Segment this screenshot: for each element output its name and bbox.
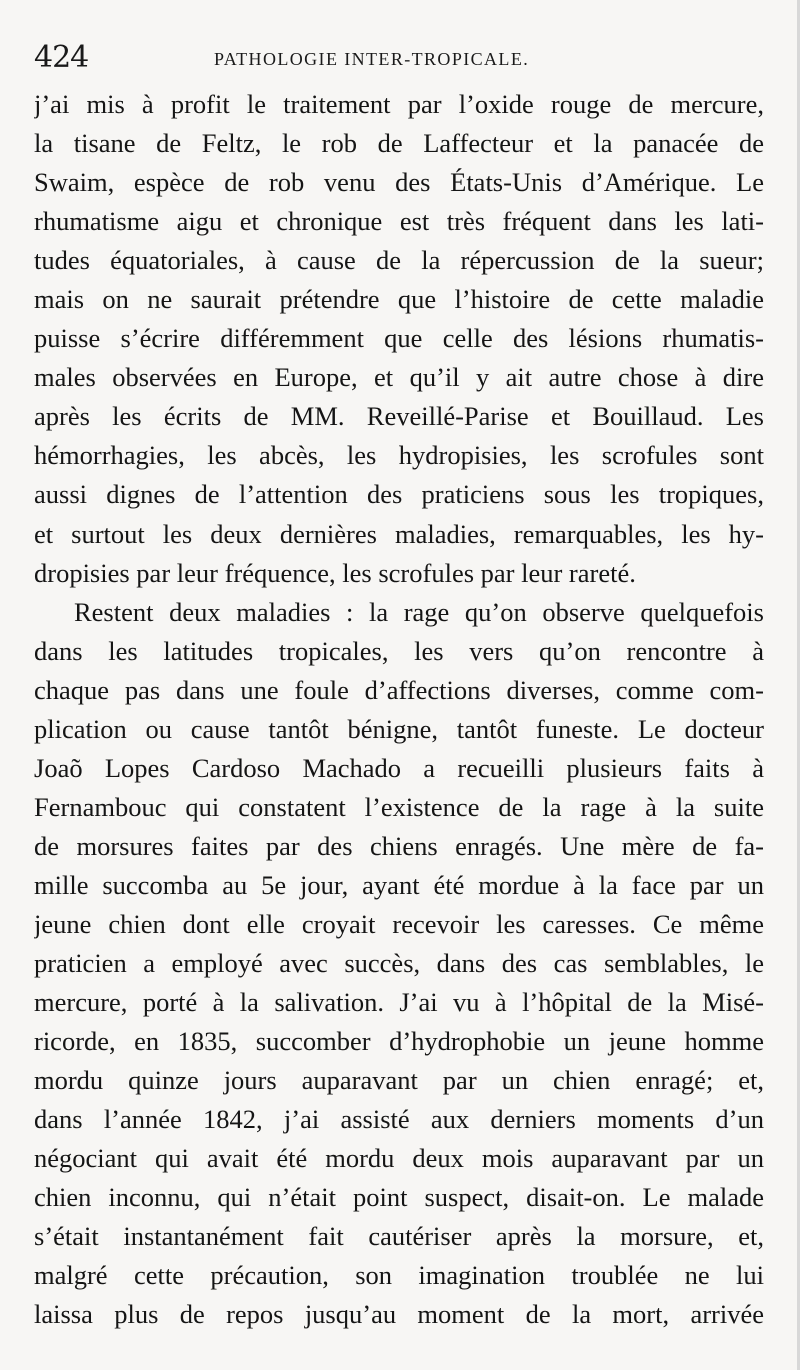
text-line: s’était instantanément fait cautériser après la morsure, et, [34, 1221, 764, 1252]
text-line: plication ou cause tantôt bénigne, tantôt funeste. Le docteur [34, 713, 764, 744]
text-line: mais on ne saurait prétendre que l’histoire de cette maladie [34, 284, 764, 315]
text-line: et surtout les deux dernières maladies, remarquables, les hy- [34, 518, 764, 549]
text-line: puisse s’écrire différemment que celle des lésions rhumatis- [34, 323, 764, 354]
text-line: ricorde, en 1835, succomber d’hydrophobie un jeune homme [34, 1026, 764, 1057]
paragraph [34, 85, 764, 593]
text-line: tudes équatoriales, à cause de la répercussion de la sueur; [34, 245, 764, 276]
text-line: de morsures faites par des chiens enragés. Une mère de fa- [34, 830, 764, 861]
text-line: mille succomba au 5e jour, ayant été mordue à la face par un [34, 869, 764, 900]
body-text [34, 85, 764, 1335]
text-line: jeune chien dont elle croyait recevoir les caresses. Ce même [34, 908, 764, 939]
text-line: aussi dignes de l’attention des praticiens sous les tropiques, [34, 479, 764, 510]
text-line: Fernambouc qui constatent l’existence de la rage à la suite [34, 791, 764, 822]
text-line: laissa plus de repos jusqu’au moment de la mort, arrivée [34, 1299, 764, 1330]
text-line: males observées en Europe, et qu’il y ait autre chose à dire [34, 362, 764, 393]
text-line: négociant qui avait été mordu deux mois auparavant par un [34, 1143, 764, 1174]
text-line: praticien a employé avec succès, dans des cas semblables, le [34, 948, 764, 979]
running-head [34, 40, 764, 80]
text-line: malgré cette précaution, son imagination troublée ne lui [34, 1260, 764, 1291]
text-line: dans les latitudes tropicales, les vers qu’on rencontre à [34, 635, 764, 666]
page-number: 424 [34, 40, 89, 75]
text-line: chaque pas dans une foule d’affections diverses, comme com- [34, 674, 764, 705]
text-line: Restent deux maladies : la rage qu’on observe quelquefois [74, 596, 764, 627]
text-line: hémorrhagies, les abcès, les hydropisies, les scrofules sont [34, 440, 764, 471]
running-title: PATHOLOGIE INTER-TROPICALE. [214, 49, 530, 69]
text-line: après les écrits de MM. Reveillé-Parise et Bouillaud. Les [34, 401, 764, 432]
paragraph [34, 593, 764, 1335]
text-line: j’ai mis à profit le traitement par l’oxide rouge de mercure, [34, 89, 764, 119]
text-line: Swaim, espèce de rob venu des États-Unis d’Amérique. Le [34, 167, 764, 198]
text-line: dropisies par leur fréquence, les scrofules par leur rareté. [34, 557, 636, 588]
text-line: rhumatisme aigu et chronique est très fréquent dans les lati- [34, 206, 764, 237]
text-line: mercure, porté à la salivation. J’ai vu à l’hôpital de la Misé- [34, 987, 764, 1018]
text-line: mordu quinze jours auparavant par un chien enragé; et, [34, 1065, 764, 1096]
text-line: Joaõ Lopes Cardoso Machado a recueilli plusieurs faits à [34, 752, 764, 783]
text-line: la tisane de Feltz, le rob de Laffecteur et la panacée de [34, 128, 764, 159]
text-line: dans l’année 1842, j’ai assisté aux derniers moments d’un [34, 1104, 764, 1135]
text-line: chien inconnu, qui n’était point suspect, disait-on. Le malade [34, 1182, 764, 1213]
